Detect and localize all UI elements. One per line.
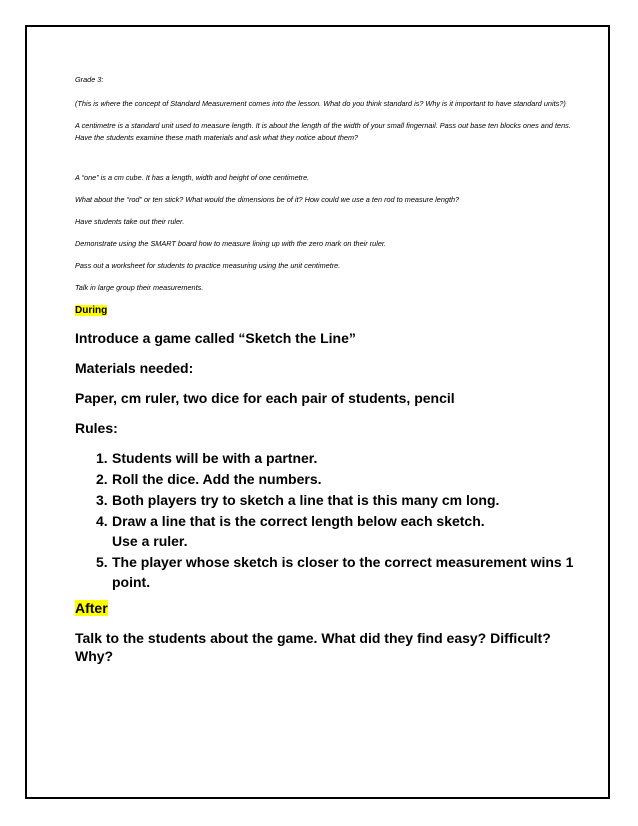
- document-content: [75, 74, 575, 665]
- rod-question-paragraph: What about the “rod” or ten stick? What would the dimensions be of it? How could we use a ten rod to measure length?: [75, 195, 460, 204]
- standard-question-paragraph: (This is where the concept of Standard Measurement comes into the lesson. What do you think standard is? Why is it important to have standard units?): [75, 99, 566, 108]
- after-paragraph: Talk to the students about the game. What did they find easy? Difficult? Why?: [75, 630, 551, 664]
- rule-text: Roll the dice. Add the numbers.: [112, 471, 322, 487]
- rule-number: 4.: [96, 513, 108, 529]
- rule-text: Students will be with a partner.: [112, 450, 318, 466]
- rule-number: 3.: [96, 492, 108, 508]
- rule-number: 5.: [96, 554, 108, 570]
- rule-text: Both players try to sketch a line that is this many cm long.: [112, 492, 500, 508]
- after-heading: After: [75, 600, 108, 616]
- rule-item: [96, 490, 575, 510]
- one-cube-paragraph: A “one” is a cm cube. It has a length, width and height of one centimetre.: [75, 173, 310, 182]
- rule-number: 1.: [96, 450, 108, 466]
- rule-item: [96, 448, 575, 468]
- during-heading: During: [75, 305, 108, 316]
- rule-item: [96, 511, 575, 551]
- talk-paragraph: Talk in large group their measurements.: [75, 283, 204, 292]
- rules-list: [75, 448, 575, 592]
- rule-text: The player whose sketch is closer to the correct measurement wins 1 point.: [112, 554, 574, 590]
- rule-item: [96, 552, 575, 592]
- materials-list: Paper, cm ruler, two dice for each pair of students, pencil: [75, 390, 455, 406]
- centimetre-paragraph: A centimetre is a standard unit used to measure length. It is about the length of the width of your small fingernail. Pass out base ten blocks ones and tens. Have the students examine these math materials and ask what they notice about them?: [75, 121, 571, 142]
- ruler-paragraph: Have students take out their ruler.: [75, 217, 185, 226]
- rule-text: Draw a line that is the correct length below each sketch. Use a ruler.: [112, 513, 485, 549]
- rules-label: Rules:: [75, 420, 118, 436]
- game-intro-heading: Introduce a game called “Sketch the Line”: [75, 330, 356, 346]
- rule-number: 2.: [96, 471, 108, 487]
- grade-label: Grade 3:: [75, 75, 104, 84]
- worksheet-paragraph: Pass out a worksheet for students to practice measuring using the unit centimetre.: [75, 261, 341, 270]
- smart-board-paragraph: Demonstrate using the SMART board how to measure lining up with the zero mark on their ruler.: [75, 239, 387, 248]
- materials-label: Materials needed:: [75, 360, 194, 376]
- rule-item: [96, 469, 575, 489]
